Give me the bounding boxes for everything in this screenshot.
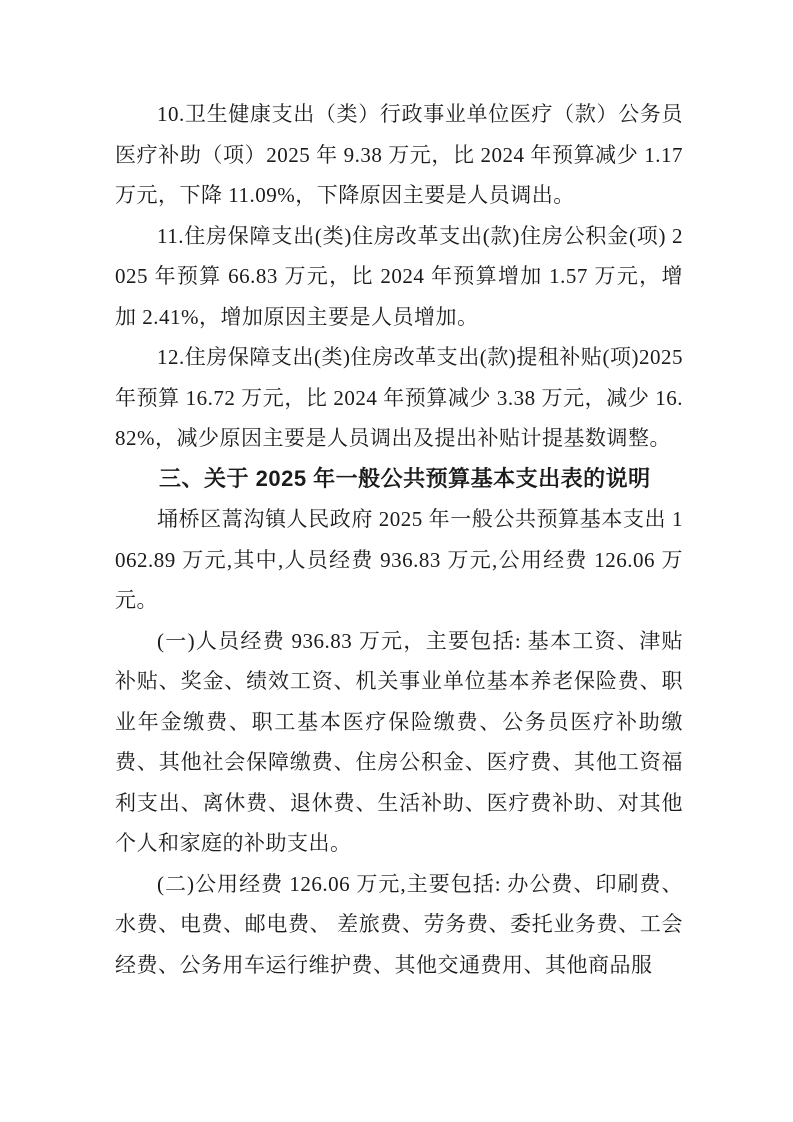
paragraph-public-expense-detail: (二)公用经费 126.06 万元,主要包括: 办公费、印刷费、水费、电费、邮电费、 差旅费、劳务费、委托业务费、工会经费、公务用车运行维护费、其他交通费用、其他商品服 (115, 871, 683, 977)
paragraph-item-11-housing-fund: 11.住房保障支出(类)住房改革支出(款)住房公积金(项) 2025 年预算 66.83 万元，比 2024 年预算增加 1.57 万元，增加 2.41%，增加原因主要是人员增加。 (115, 223, 683, 329)
paragraph-item-10-health-expenditure: 10.卫生健康支出（类）行政事业单位医疗（款）公务员医疗补助（项）2025 年 9.38 万元，比 2024 年预算减少 1.17 万元，下降 11.09%，下降原因主要是人员调出。 (115, 102, 683, 207)
paragraph-personnel-expense-detail: (一)人员经费 936.83 万元，主要包括: 基本工资、津贴补贴、奖金、绩效工资、机关事业单位基本养老保险费、职业年金缴费、职工基本医疗保险缴费、公务员医疗补助缴费、其他社会保障缴费、住房公积金、医疗费、其他工资福利支出、离休费、退休费、生活补助、医疗费补助、对其他个人和家庭的补助支出。 (115, 628, 683, 855)
paragraph-basic-expenditure-summary: 埇桥区蒿沟镇人民政府 2025 年一般公共预算基本支出 1062.89 万元,其中,人员经费 936.83 万元,公用经费 126.06 万元。 (115, 507, 683, 612)
document-content (115, 94, 683, 985)
section-heading-basic-expenditure: 三、关于 2025 年一般公共预算基本支出表的说明 (159, 465, 651, 491)
paragraph-item-12-rent-subsidy: 12.住房保障支出(类)住房改革支出(款)提租补贴(项)2025 年预算 16.72 万元，比 2024 年预算减少 3.38 万元，减少 16.82%，减少原因主要是人员调出及提出补贴计提基数调整。 (115, 345, 683, 450)
